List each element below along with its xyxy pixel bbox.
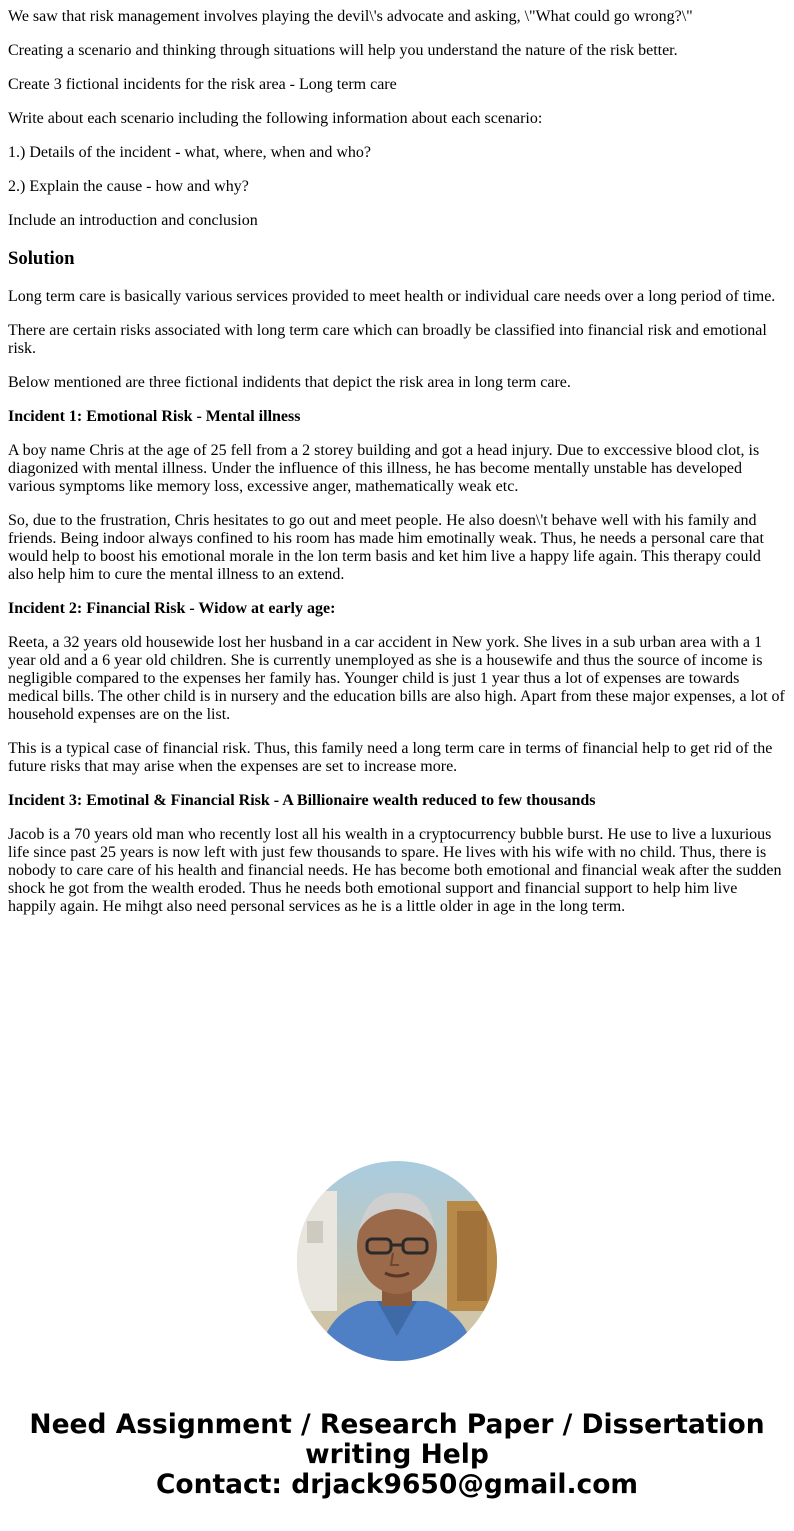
contact-footer [0,1410,794,1500]
question-paragraph-1: We saw that risk management involves playing the devil\'s advocate and asking, \"What could go wrong?\" [8,8,693,25]
incident-2-title-text: Incident 2: Financial Risk - Widow at early age: [8,600,336,617]
question-paragraph-5: 1.) Details of the incident - what, where, when and who? [8,144,371,161]
footer-line-1: Need Assignment / Research Paper / Dissertation [29,1409,765,1440]
question-paragraph-4: Write about each scenario including the following information about each scenario: [8,110,543,127]
incident-3-title-text: Incident 3: Emotinal & Financial Risk - A Billionaire wealth reduced to few thousands [8,792,596,809]
incident-1-paragraph-1: A boy name Chris at the age of 25 fell from a 2 storey building and got a head injury. Due to exccessive blood clot, is diagonized with mental illness. Under the influence of this illness, he has become mentally unstable has developed various symptoms like memory loss, excessive anger, mathematically weak etc. [8,442,760,495]
incident-2-title [8,600,786,618]
question-paragraph-2: Creating a scenario and thinking through situations will help you understand the nature of the risk better. [8,42,678,59]
document-body [0,8,794,916]
incident-1-paragraph-2: So, due to the frustration, Chris hesitates to go out and meet people. He also doesn\'t behave well with his family and friends. Being indoor always confined to his room has made him emotinally weak. Thus, he needs a personal care that would help to boost his emotional morale in the lon term basis and ket him live a happy life again. This therapy could also help him to cure the mental illness to an extend. [8,512,764,583]
incident-1-title [8,408,786,426]
avatar [297,1161,497,1361]
incident-3-title [8,792,786,810]
question-paragraph-3: Create 3 fictional incidents for the risk area - Long term care [8,76,397,93]
solution-intro-2: There are certain risks associated with long term care which can broadly be classified into financial risk and emotional risk. [8,322,767,357]
incident-2-paragraph-2: This is a typical case of financial risk. Thus, this family need a long term care in terms of financial help to get rid of the future risks that may arise when the expenses are set to increase more. [8,740,773,775]
footer-line-2: writing Help [305,1439,489,1470]
incident-1-title-text: Incident 1: Emotional Risk - Mental illness [8,408,301,425]
solution-intro-1: Long term care is basically various services provided to meet health or individual care needs over a long period of time. [8,288,776,305]
incident-3-paragraph-1: Jacob is a 70 years old man who recently lost all his wealth in a cryptocurrency bubble burst. He use to live a luxurious life since past 25 years is now left with just few thousands to spare. He lives with his wife with no child. Thus, there is nobody to care care of his health and financial needs. He has become both emotional and financial weak after the sudden shock he got from the wealth eroded. Thus he needs both emotional support and financial support to help him live happily again. He mihgt also need personal services as he is a little older in age in the long term. [8,826,782,915]
solution-intro-3: Below mentioned are three fictional indidents that depict the risk area in long term care. [8,374,571,391]
solution-heading: Solution [8,248,75,269]
person-portrait-photo-icon [297,1161,497,1361]
question-paragraph-6: 2.) Explain the cause - how and why? [8,178,249,195]
incident-2-paragraph-1: Reeta, a 32 years old housewide lost her husband in a car accident in New york. She lives in a sub urban area with a 1 year old and a 6 year old children. She is currently unemployed as she is a housewife and thus the source of income is negligible compared to the expenses her family has. Younger child is just 1 year thus a lot of expenses are towards medical bills. The other child is in nursery and the education bills are also high. Apart from these major expenses, a lot of household expenses are on the list. [8,634,785,723]
footer-contact-line: Contact: drjack9650@gmail.com [155,1469,639,1500]
question-paragraph-7: Include an introduction and conclusion [8,212,258,229]
